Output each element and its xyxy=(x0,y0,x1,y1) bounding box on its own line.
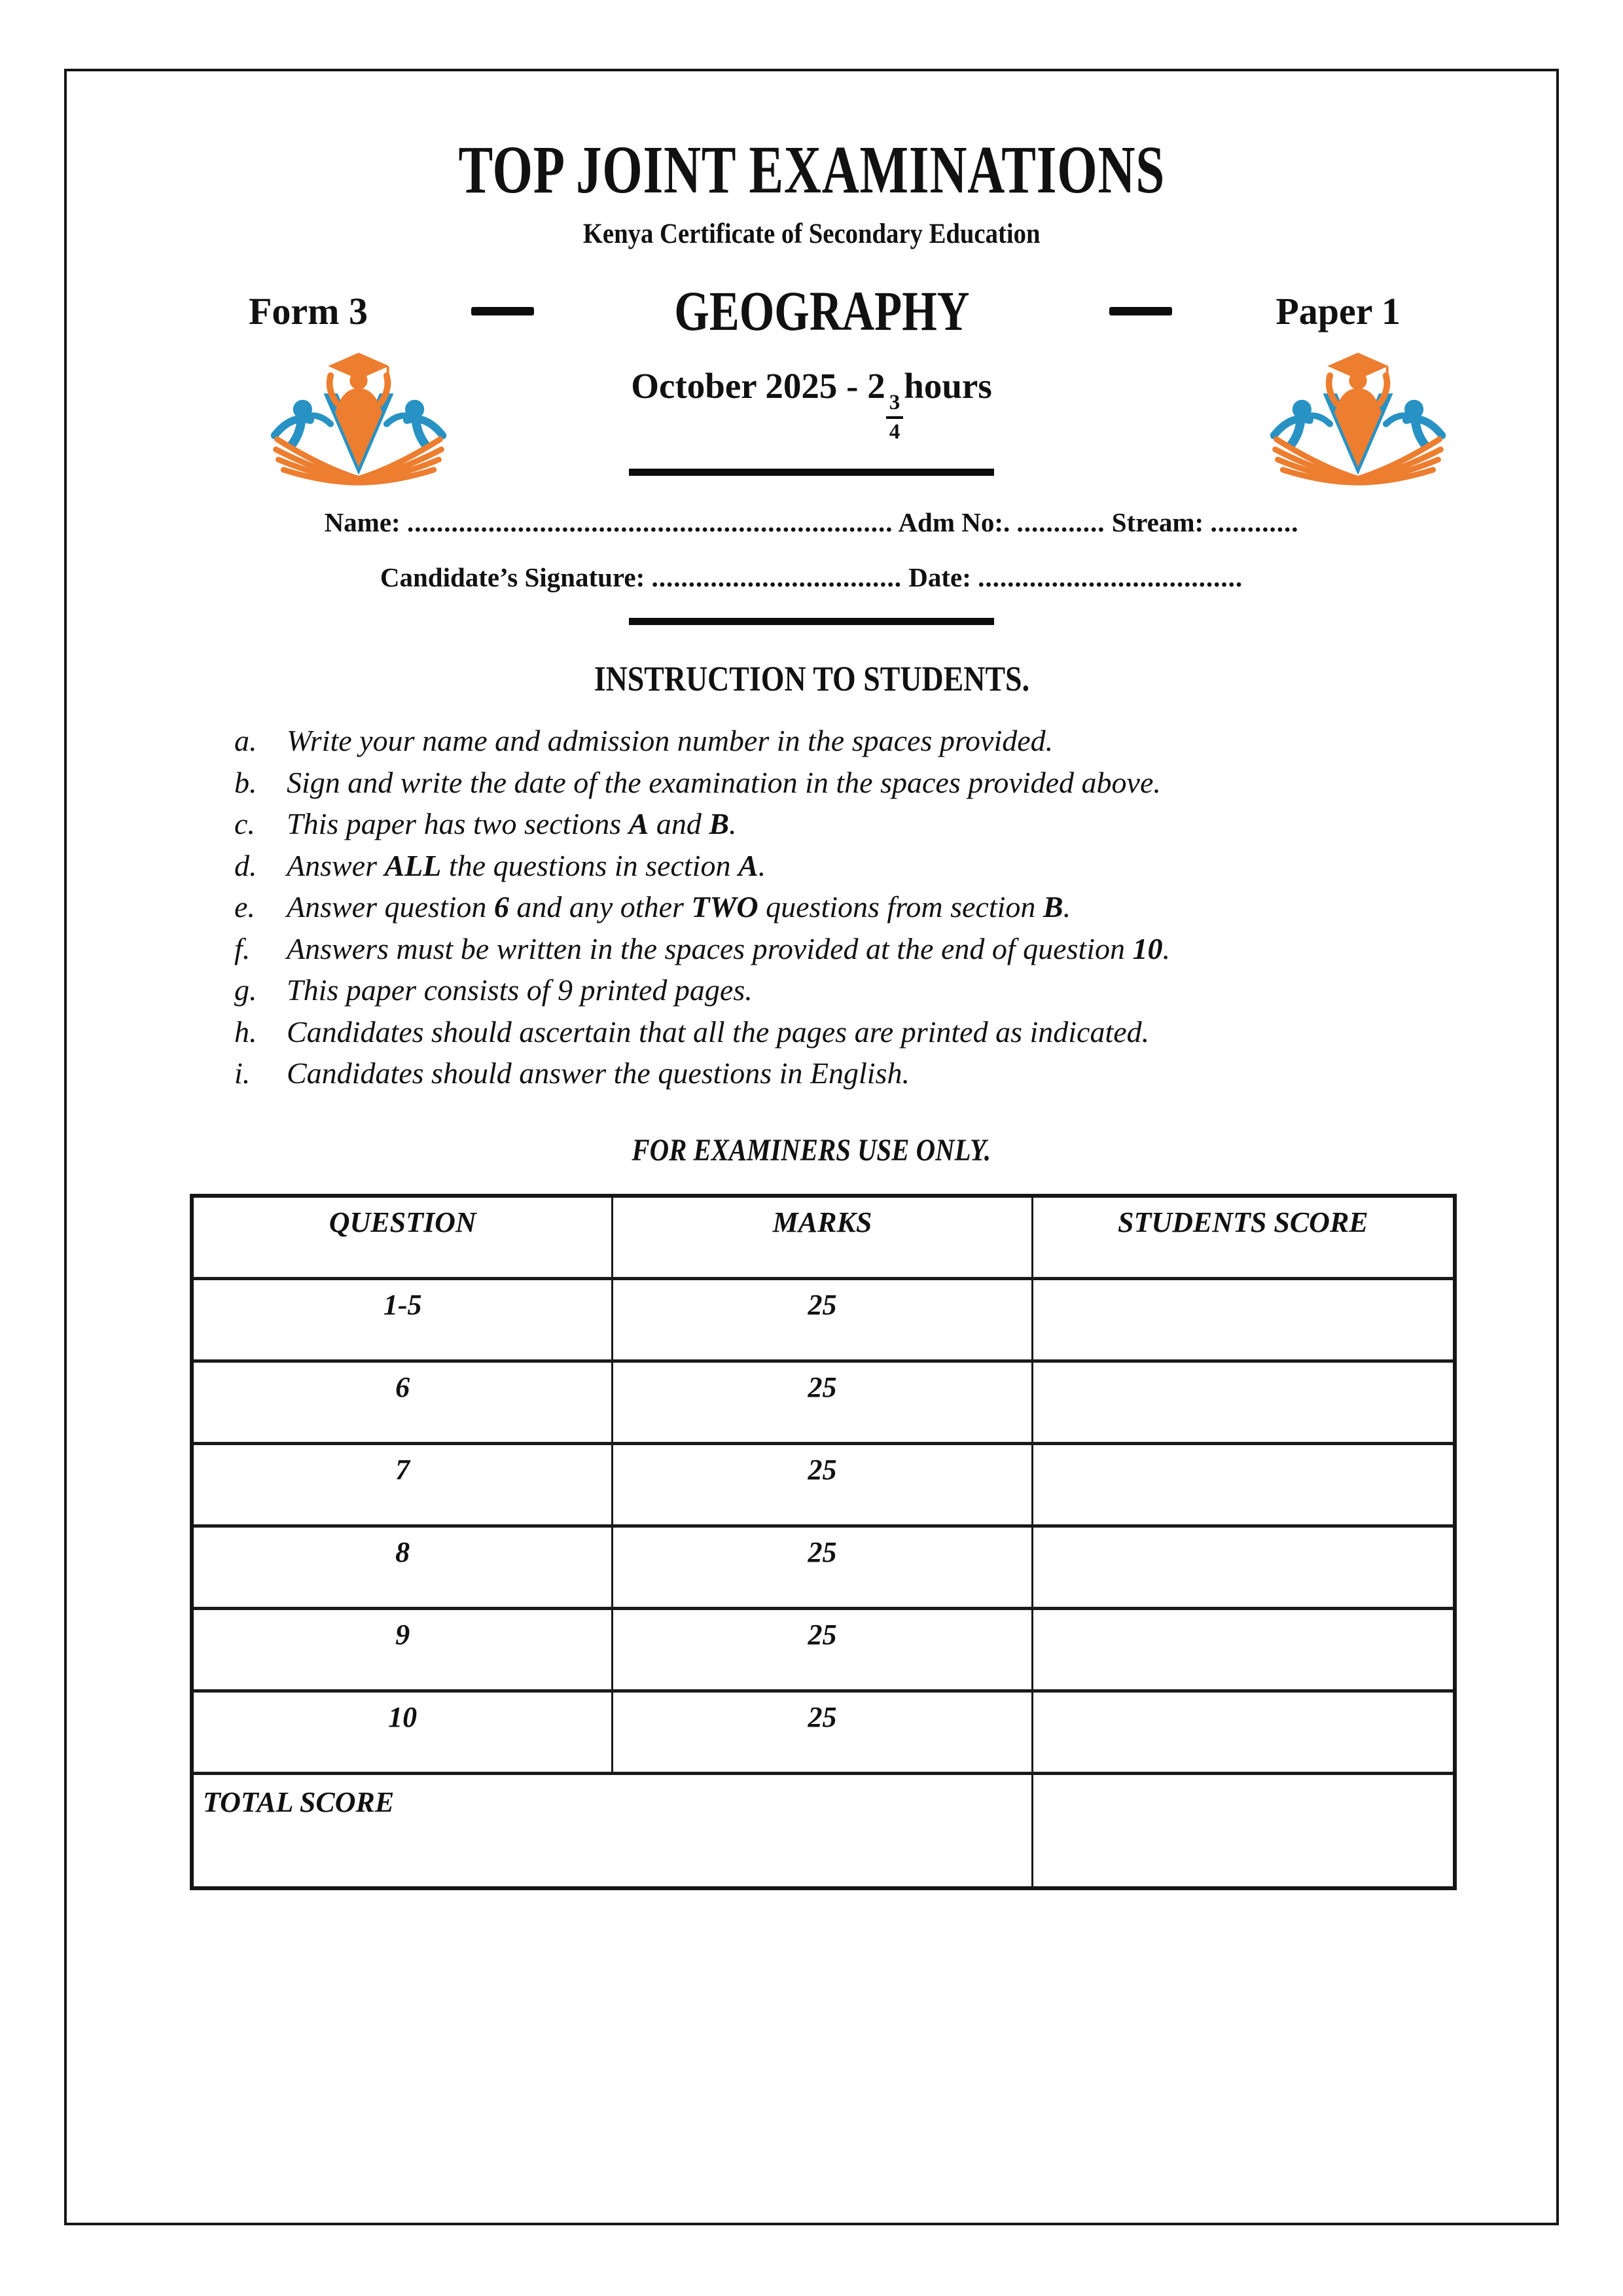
instruction-item-text: Write your name and admission number in the spaces provided. xyxy=(287,724,1054,757)
instruction-item-text: Answer ALL the questions in section A. xyxy=(287,848,766,882)
date-label: Date: xyxy=(908,562,971,592)
instruction-item-text: Candidates should ascertain that all the pages are printed as indicated. xyxy=(287,1014,1150,1049)
instruction-item xyxy=(234,969,1406,1011)
marks-cell: 25 xyxy=(613,1693,1033,1775)
instruction-item-label: c. xyxy=(234,807,255,840)
instruction-item xyxy=(234,803,1406,845)
subject-title: GEOGRAPHY xyxy=(674,279,970,342)
date-blank: .................................... xyxy=(978,562,1243,592)
question-cell: 10 xyxy=(194,1693,613,1775)
instruction-item-text: This paper has two sections A and B. xyxy=(287,807,737,840)
instruction-item xyxy=(234,1052,1406,1094)
stream-label: Stream: xyxy=(1111,507,1204,537)
instruction-item-label: a. xyxy=(234,724,257,757)
duration-fraction xyxy=(886,391,904,443)
exam-meta-row xyxy=(249,275,1400,347)
separator-dash xyxy=(1109,307,1172,315)
student-score-cell xyxy=(1033,1528,1453,1610)
signature-blank: .................................. xyxy=(651,562,902,592)
total-score-label: TOTAL SCORE xyxy=(194,1775,1033,1886)
instruction-item xyxy=(234,886,1406,928)
instruction-item-label: h. xyxy=(234,1014,257,1049)
student-score-cell xyxy=(1033,1280,1453,1363)
divider-rule xyxy=(629,618,994,625)
divider-rule xyxy=(629,469,994,476)
instruction-item xyxy=(234,1011,1406,1053)
instruction-item-label: f. xyxy=(234,931,251,965)
instruction-item-text: This paper consists of 9 printed pages. xyxy=(287,973,753,1007)
marks-cell: 25 xyxy=(613,1528,1033,1610)
paper-label: Paper 1 xyxy=(1275,289,1400,332)
page-title xyxy=(0,134,1623,206)
question-cell: 8 xyxy=(194,1528,613,1610)
marks-cell: 25 xyxy=(613,1610,1033,1693)
examiner-table xyxy=(190,1194,1457,1890)
instruction-item-label: i. xyxy=(234,1056,251,1090)
question-cell: 1-5 xyxy=(194,1280,613,1363)
adm-no-label: Adm No:. xyxy=(898,507,1010,537)
signature-line xyxy=(0,562,1623,593)
page-title-text: TOP JOINT EXAMINATIONS xyxy=(458,132,1165,207)
adm-no-blank: ............ xyxy=(1016,507,1105,537)
examiners-heading: FOR EXAMINERS USE ONLY. xyxy=(632,1133,991,1168)
student-score-cell xyxy=(1033,1610,1453,1693)
student-score-cell xyxy=(1033,1363,1453,1445)
page-subtitle xyxy=(0,218,1623,250)
total-score-cell xyxy=(1033,1775,1453,1886)
marks-cell: 25 xyxy=(613,1280,1033,1363)
fraction-denominator: 4 xyxy=(889,420,901,444)
student-score-cell xyxy=(1033,1693,1453,1775)
instruction-item-text: Candidates should answer the questions in English. xyxy=(287,1056,910,1090)
instructions-heading: INSTRUCTION TO STUDENTS. xyxy=(594,659,1029,698)
instruction-item-text: Answers must be written in the spaces provided at the end of question 10. xyxy=(287,931,1171,965)
name-line xyxy=(0,507,1623,538)
table-header-cell: MARKS xyxy=(613,1198,1033,1280)
marks-cell: 25 xyxy=(613,1363,1033,1445)
instructions-list xyxy=(234,720,1406,1094)
school-crest-logo xyxy=(1260,349,1456,489)
student-score-cell xyxy=(1033,1445,1453,1528)
page-subtitle-text: Kenya Certificate of Secondary Education xyxy=(582,219,1041,249)
instruction-item xyxy=(234,720,1406,762)
table-header-cell: STUDENTS SCORE xyxy=(1033,1198,1453,1280)
stream-blank: ............ xyxy=(1210,507,1299,537)
date-duration-prefix: October 2025 - 2 xyxy=(631,366,885,406)
school-crest-logo xyxy=(260,349,457,489)
marks-cell: 25 xyxy=(613,1445,1033,1528)
form-label: Form 3 xyxy=(249,289,368,332)
instruction-item xyxy=(234,928,1406,970)
question-cell: 6 xyxy=(194,1363,613,1445)
instruction-item-label: e. xyxy=(234,890,255,924)
instruction-item-label: g. xyxy=(234,973,257,1007)
instruction-item-text: Answer question 6 and any other TWO questions from section B. xyxy=(287,890,1071,924)
name-label: Name: xyxy=(324,507,401,537)
instruction-item xyxy=(234,762,1406,804)
instruction-item-label: d. xyxy=(234,848,257,882)
instruction-item xyxy=(234,845,1406,887)
instruction-item-text: Sign and write the date of the examination in the spaces provided above. xyxy=(287,765,1161,799)
date-duration-suffix: hours xyxy=(904,366,992,406)
separator-dash xyxy=(471,307,534,315)
question-cell: 7 xyxy=(194,1445,613,1528)
table-header-cell: QUESTION xyxy=(194,1198,613,1280)
instruction-item-label: b. xyxy=(234,765,257,799)
signature-label: Candidate’s Signature: xyxy=(380,562,645,592)
question-cell: 9 xyxy=(194,1610,613,1693)
name-blank: .................................................................. xyxy=(406,507,893,537)
fraction-numerator: 3 xyxy=(886,391,904,419)
